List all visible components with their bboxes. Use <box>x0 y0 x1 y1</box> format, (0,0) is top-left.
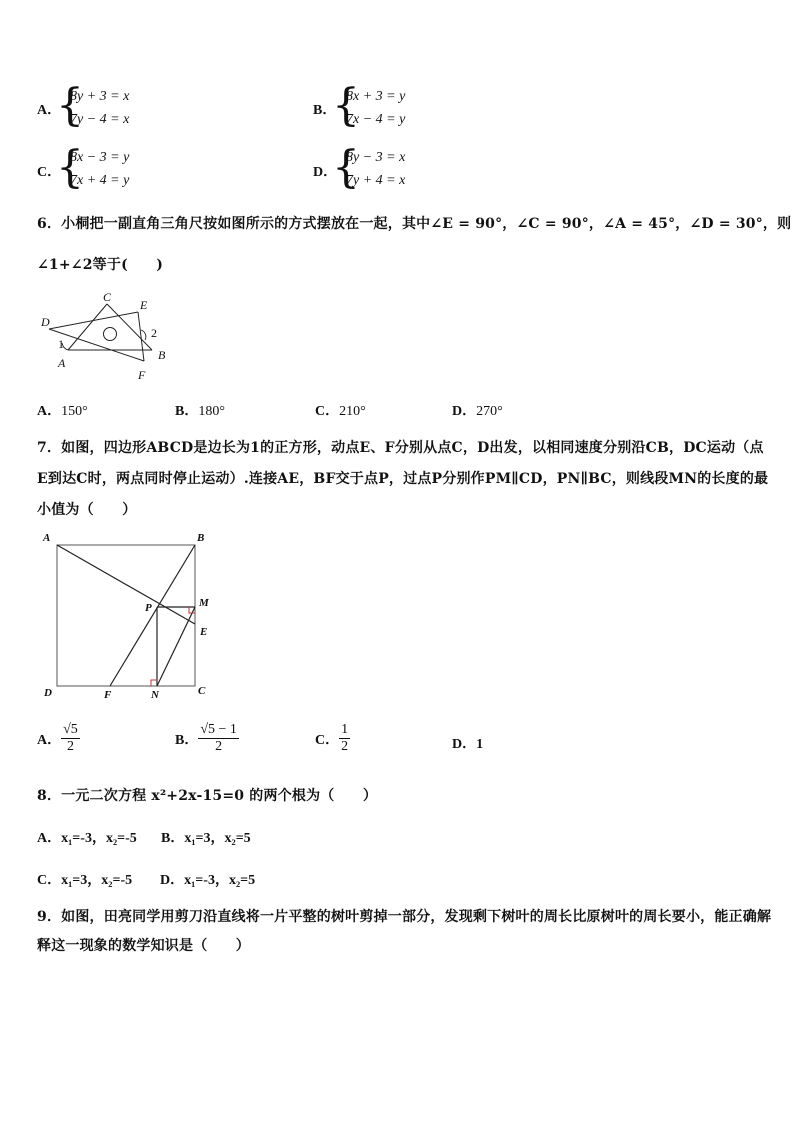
q7-figure <box>40 530 220 705</box>
q7-option-d: D．1 <box>452 737 484 752</box>
q5-option-c-eq2: 7x + 4 = y <box>70 173 130 188</box>
q5-option-c-label: C． <box>37 165 62 180</box>
q8-option-d: D．x₁=-3，x₂=5 <box>160 873 256 888</box>
q5-option-a-eq1: 8y + 3 = x <box>70 89 130 104</box>
q7-stem-line2: E到达C时，两点同时停止运动）.连接AE，BF交于点P，过点P分别作PM∥CD，PN∥BC，则线段MN的长度的最 <box>37 471 769 487</box>
q7-right-angle-n <box>151 680 157 686</box>
q7-label-f: F <box>104 689 112 701</box>
q7-line-bf <box>110 545 195 686</box>
q5-option-d-brace: { <box>332 142 360 193</box>
q5-option-b-brace: { <box>332 80 360 131</box>
q6-stem-line2: ∠1+∠2等于( ) <box>37 257 164 273</box>
q6-label-b: B <box>158 348 166 362</box>
q8-option-b: B．x₁=3，x₂=5 <box>161 831 251 846</box>
q5-option-b-eq1: 8x + 3 = y <box>346 89 406 104</box>
q7-line-ae <box>57 545 195 624</box>
q5-option-d-label: D． <box>313 165 338 180</box>
q7-label-c: C <box>198 685 206 697</box>
q6-line-de <box>49 312 138 329</box>
q7-option-b: B． $\frac{√5 - 1}{2}$ <box>175 722 237 754</box>
q5-option-d-eq1: 8y − 3 = x <box>346 150 406 165</box>
q7-option-a: A． $\frac{√5}{2}$ <box>37 722 78 754</box>
q5-option-d-eq2: 7y + 4 = x <box>346 173 406 188</box>
q9-stem-line1: 9．如图，田亮同学用剪刀沿直线将一片平整的树叶剪掉一部分，发现剩下树叶的周长比原树叶的周长要小，能正确解 <box>37 909 772 925</box>
q7-stem-line3: 小值为（ ） <box>37 502 137 518</box>
q5-option-c-eq1: 8x − 3 = y <box>70 150 130 165</box>
q8-option-c: C．x₁=3，x₂=-5 <box>37 873 133 888</box>
q6-option-c: C．210° <box>315 404 366 419</box>
q9-stem-line2: 释这一现象的数学知识是（ ） <box>37 938 250 954</box>
q7-label-a: A <box>43 532 51 544</box>
q7-label-m: M <box>199 597 209 609</box>
q7-option-b-fraction: $\frac{√5 - 1}{2}$ <box>200 722 237 754</box>
q5-option-c-brace: { <box>56 142 84 193</box>
q7-square-abcd <box>57 545 195 686</box>
q5-option-a-eq2: 7y − 4 = x <box>70 112 130 127</box>
q7-label-n: N <box>151 689 159 701</box>
q5-option-a-label: A． <box>37 103 62 118</box>
q6-line-ac <box>68 304 107 350</box>
q7-label-p: P <box>145 602 152 614</box>
q6-label-d: D <box>41 315 50 329</box>
q6-label-1: 1 <box>58 337 64 351</box>
q6-stem-line1: 6．小桐把一副直角三角尺按如图所示的方式摆放在一起，其中∠E = 90°，∠C = 90°，∠A = 45°，∠D = 30°，则 <box>37 216 792 232</box>
q7-stem-line1: 7．如图，四边形ABCD是边长为1的正方形，动点E、F分别从点C，D出发，以相同速度分别沿CB，DC运动（点 <box>37 440 764 456</box>
q6-option-b: B．180° <box>175 404 225 419</box>
q6-label-2: 2 <box>151 326 157 340</box>
q5-option-b-eq2: 7x − 4 = y <box>346 112 406 127</box>
q7-option-c-fraction: $\frac{1}{2}$ <box>341 722 349 754</box>
q5-option-a-system <box>70 85 129 131</box>
q6-option-a: A．150° <box>37 404 88 419</box>
q7-option-a-fraction: $\frac{√5}{2}$ <box>63 722 78 754</box>
q5-option-d-system <box>346 146 405 192</box>
q8-stem: 8．一元二次方程 x²+2x-15=0 的两个根为（ ） <box>37 788 378 804</box>
q7-label-d: D <box>44 687 52 699</box>
q5-option-b-label: B． <box>313 103 337 118</box>
q6-label-a: A <box>58 356 66 370</box>
q8-option-a: A．x₁=-3，x₂=-5 <box>37 831 137 846</box>
q6-label-c: C <box>103 290 112 304</box>
q7-label-e: E <box>200 626 208 638</box>
q5-option-a-brace: { <box>56 80 84 131</box>
q7-label-b: B <box>197 532 205 544</box>
q7-line-mn <box>157 607 195 686</box>
q5-option-c-system <box>70 146 129 192</box>
q6-hole-circle <box>104 328 117 341</box>
q6-label-f: F <box>138 368 146 382</box>
q5-option-b-system <box>346 85 405 131</box>
q6-label-e: E <box>140 298 148 312</box>
q7-option-c: C． $\frac{1}{2}$ <box>315 722 349 754</box>
q6-option-d: D．270° <box>452 404 503 419</box>
